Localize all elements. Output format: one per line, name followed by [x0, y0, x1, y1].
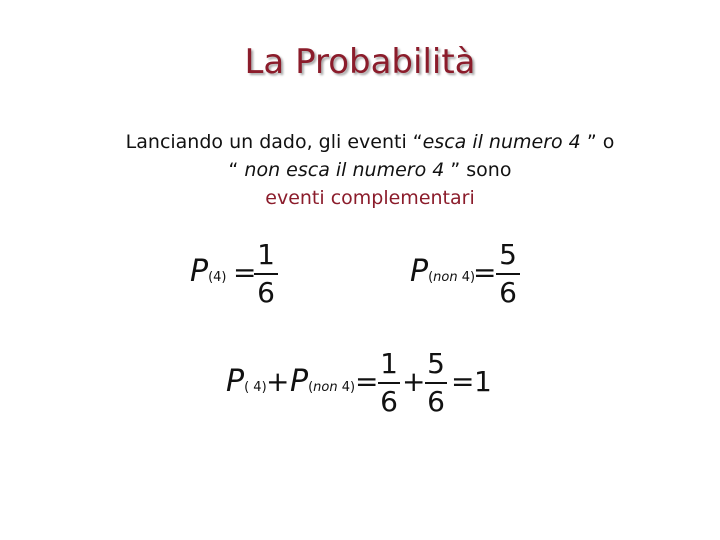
line2-suffix: ” sono: [444, 159, 512, 181]
body-text: [60, 128, 680, 212]
formula-sum-denominator-2: 6: [427, 385, 445, 418]
line1-prefix: Lanciando un dado, gli eventi “: [125, 131, 423, 153]
formula-p4-fraction: [254, 238, 278, 310]
sub-close: 4): [457, 270, 476, 285]
formula-sum-numerator-2: 5: [427, 347, 445, 380]
body-line-1: [60, 128, 680, 156]
formula-sum-equals-1: =: [355, 365, 379, 398]
formula-p4-equals: =: [233, 256, 257, 289]
formula-sum-sub-1: ( 4): [244, 380, 267, 395]
formula-sum-equals-2: =: [451, 365, 475, 398]
fraction-bar: [378, 382, 400, 384]
body-line-2: [60, 156, 680, 184]
slide-title: La Probabilità: [244, 42, 476, 82]
formula-pnon4-subscript: [428, 270, 475, 285]
formula-sum-symbol-2: P: [290, 364, 309, 399]
formula-sum-result: 1: [474, 365, 492, 398]
formula-pnon4-denominator: 6: [499, 276, 517, 309]
sub-word: non: [313, 380, 338, 395]
formula-sum-fraction-2: [425, 347, 447, 419]
event-1: esca il numero 4: [422, 131, 581, 153]
formula-p4-denominator: 6: [257, 276, 275, 309]
formula-pnon4-symbol: P: [410, 254, 429, 289]
formula-sum-fraction-1: [378, 347, 400, 419]
formula-sum-plus-2: +: [402, 365, 426, 398]
line2-prefix: “: [228, 159, 245, 181]
fraction-bar: [425, 382, 447, 384]
line1-suffix: ” o: [580, 131, 615, 153]
sub-word: non: [433, 270, 458, 285]
sub-close: 4): [337, 380, 356, 395]
formula-pnon4-equals: =: [473, 256, 497, 289]
event-2: non esca il numero 4: [244, 159, 445, 181]
sub-open: (: [428, 270, 434, 285]
fraction-bar: [254, 273, 278, 275]
formula-p4-numerator: 1: [257, 238, 275, 271]
formula-sum-plus-1: +: [266, 365, 290, 398]
body-line-3: eventi complementari: [265, 187, 475, 209]
formula-p4-symbol: P: [190, 254, 209, 289]
sub-open: (: [308, 380, 314, 395]
fraction-bar: [496, 273, 520, 275]
formula-sum-denominator-1: 6: [380, 385, 398, 418]
formula-sum-symbol-1: P: [226, 364, 245, 399]
formula-sum-numerator-1: 1: [380, 347, 398, 380]
formula-p4-subscript: (4): [208, 270, 227, 285]
formula-sum-sub-2: [308, 380, 355, 395]
formula-pnon4-numerator: 5: [499, 238, 517, 271]
formula-pnon4-fraction: [496, 238, 520, 310]
